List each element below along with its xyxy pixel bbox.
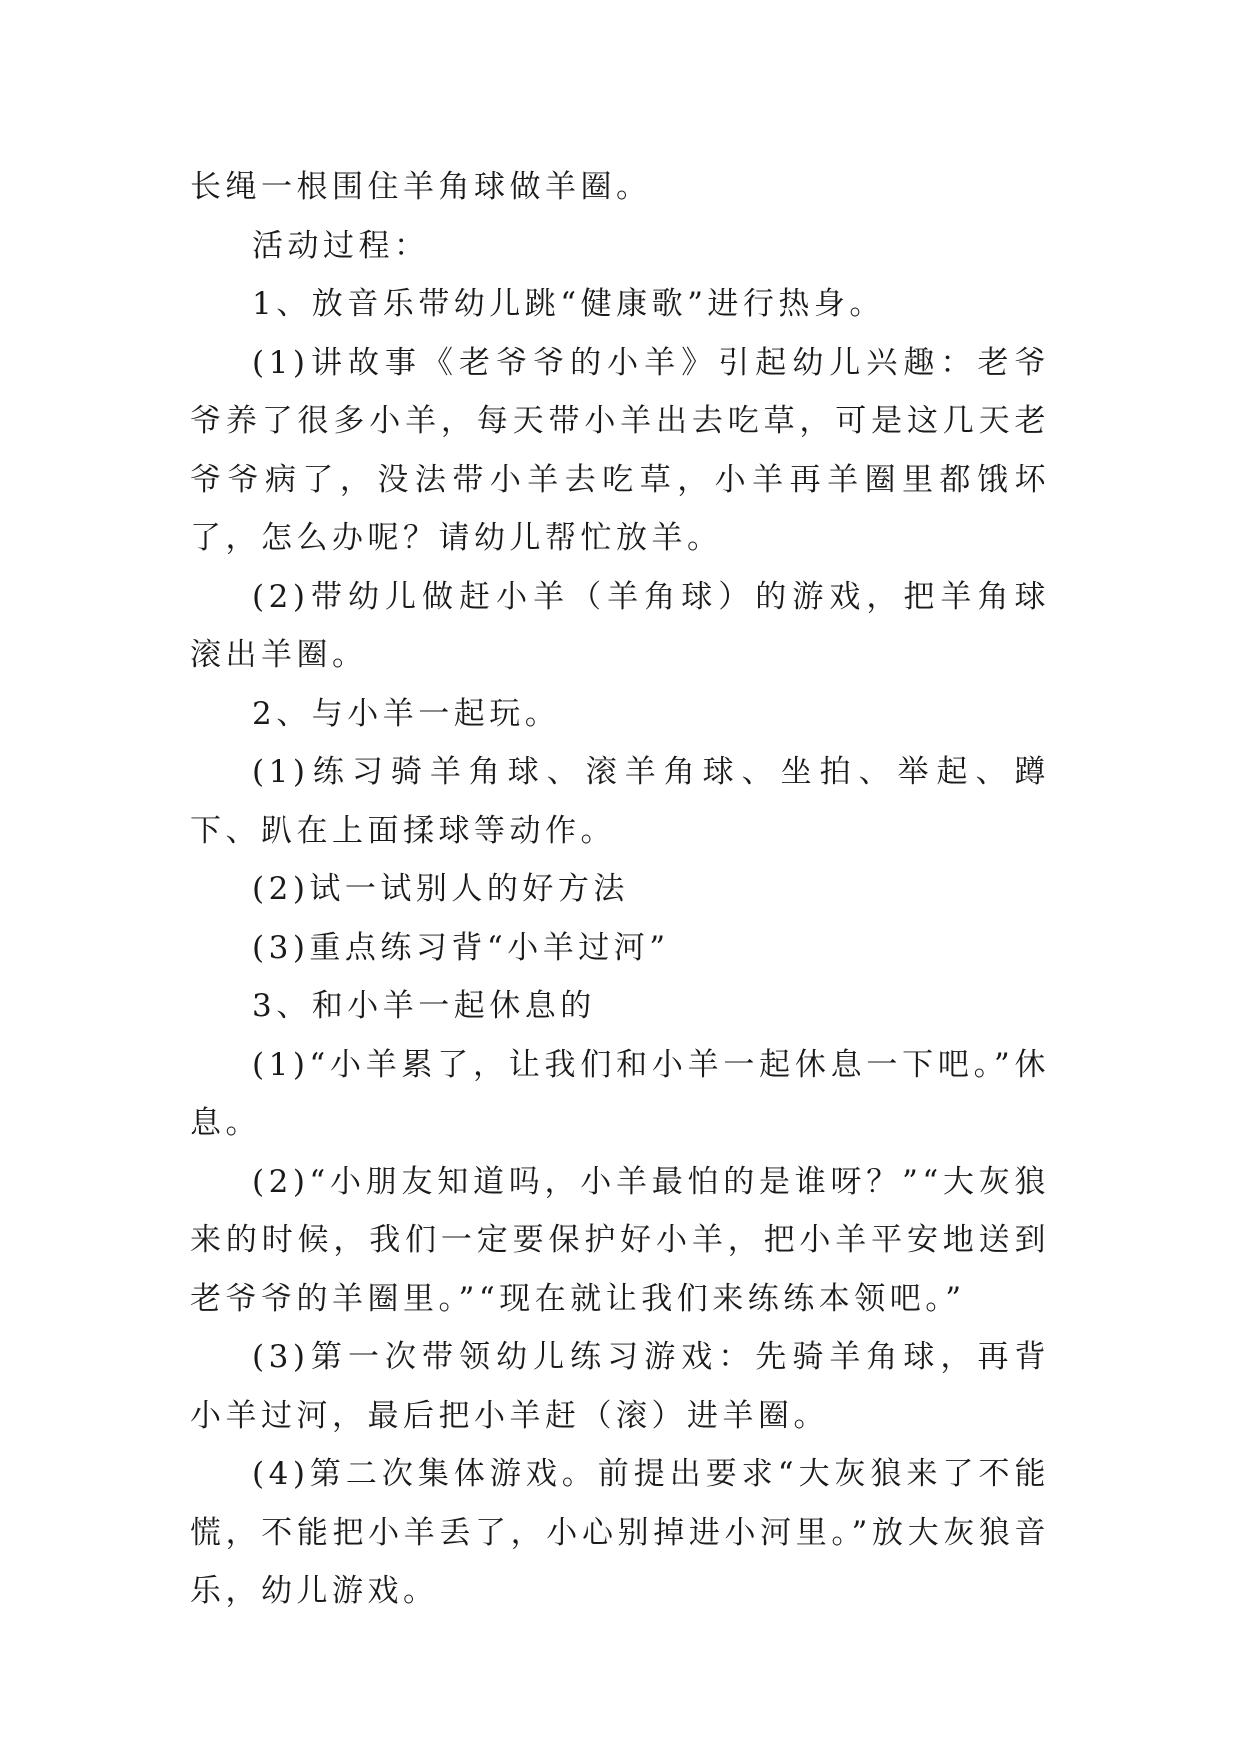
step-1-1-story: (1)讲故事《老爷爷的小羊》引起幼儿兴趣：老爷爷养了很多小羊，每天带小羊出去吃草，可是这几天老爷爷病了，没法带小羊去吃草，小羊再羊圈里都饿坏了，怎么办呢？请幼儿帮忙放羊。 bbox=[190, 344, 1050, 556]
step-1-warmup: 1、放音乐带幼儿跳“健康歌”进行热身。 bbox=[252, 286, 885, 322]
step-2-2-try-methods: (2)试一试别人的好方法 bbox=[252, 871, 629, 907]
step-3-rest: 3、和小羊一起休息的 bbox=[252, 988, 596, 1024]
step-2-play: 2、与小羊一起玩。 bbox=[252, 695, 561, 732]
step-2-3-carry-practice: (3)重点练习背“小羊过河” bbox=[252, 929, 670, 966]
step-3-1-rest: (1)“小羊累了，让我们和小羊一起休息一下吧。”休息。 bbox=[190, 1046, 1050, 1141]
heading-activity-process: 活动过程： bbox=[252, 227, 430, 264]
step-3-3-first-game: (3)第一次带领幼儿练习游戏：先骑羊角球，再背小羊过河，最后把小羊赶（滚）进羊圈。 bbox=[190, 1339, 1050, 1434]
document-body bbox=[190, 158, 1050, 1621]
step-3-2-wolf-talk: (2)“小朋友知道吗，小羊最怕的是谁呀？”“大灰狼来的时候，我们一定要保护好小羊，把小羊平安地送到老爷爷的羊圈里。”“现在就让我们来练练本领吧。” bbox=[190, 1163, 1050, 1317]
paragraph-materials-rope: 长绳一根围住羊角球做羊圈。 bbox=[190, 169, 652, 205]
step-2-1-practice: (1)练习骑羊角球、滚羊角球、坐拍、举起、蹲下、趴在上面揉球等动作。 bbox=[190, 754, 1050, 849]
step-3-4-second-game: (4)第二次集体游戏。前提出要求“大灰狼来了不能慌，不能把小羊丢了，小心别掉进小河里。”放大灰狼音乐，幼儿游戏。 bbox=[190, 1456, 1050, 1609]
step-1-2-game: (2)带幼儿做赶小羊（羊角球）的游戏，把羊角球滚出羊圈。 bbox=[190, 578, 1050, 673]
